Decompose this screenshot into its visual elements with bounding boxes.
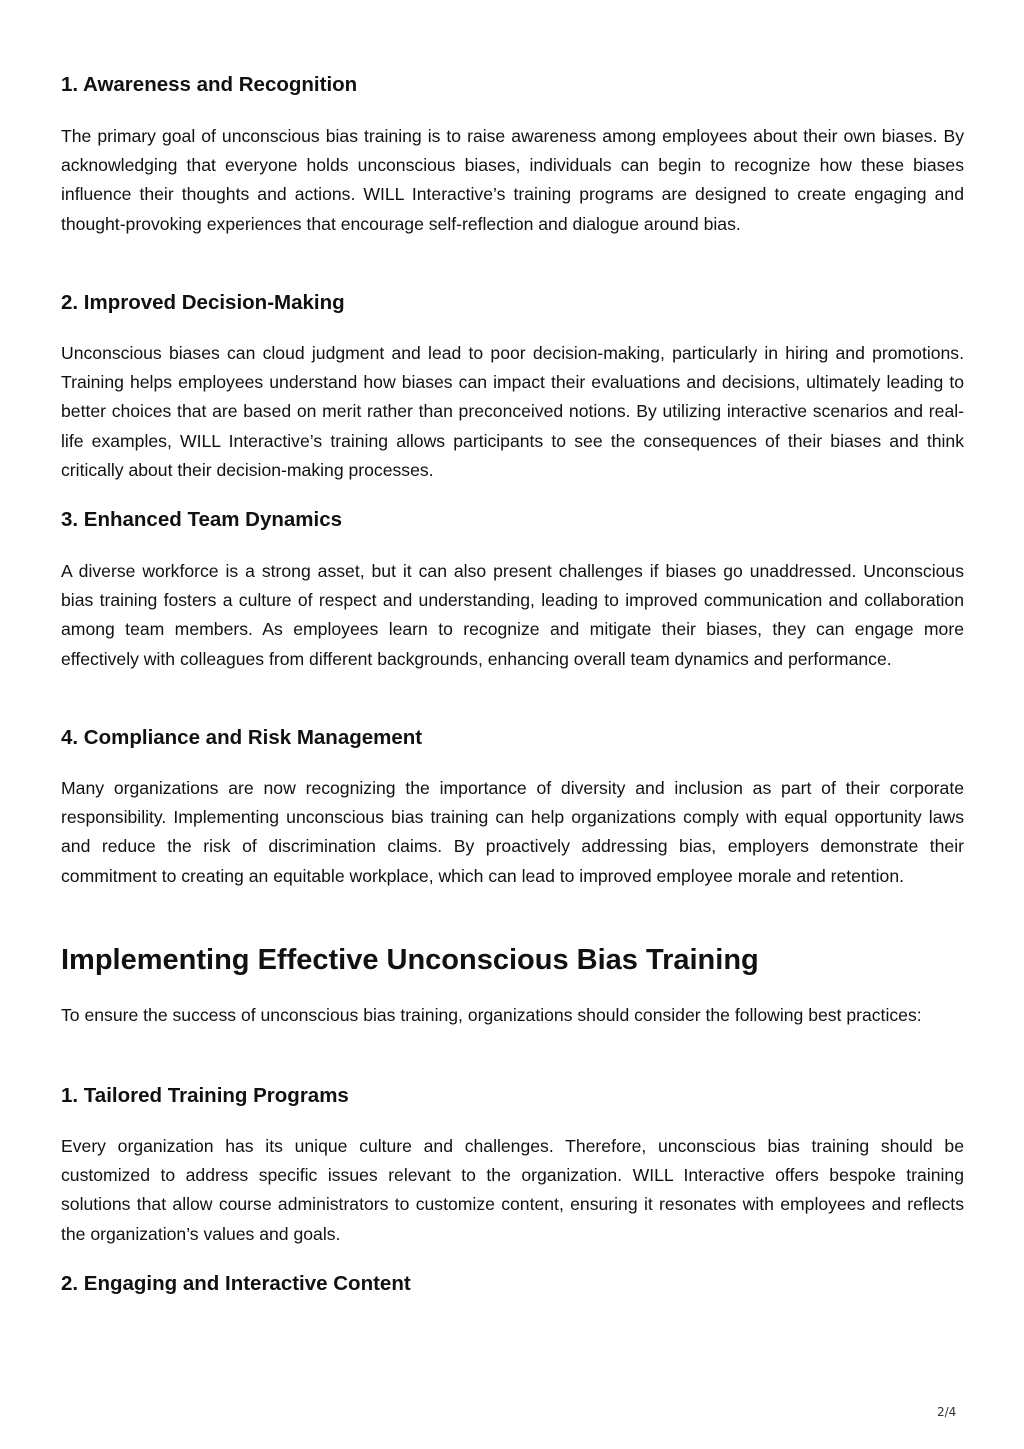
section-paragraph-team-dynamics: A diverse workforce is a strong asset, but it can also present challenges if biases go unaddressed. Unconscious bias training fosters a culture of respect and understanding, leading to improved communication and collaboration among team members. As employees learn to recognize and mitigate their biases, they can engage more effectively with colleagues from different backgrounds, enhancing overall team dynamics and performance.: [61, 561, 964, 669]
section-paragraph-awareness: The primary goal of unconscious bias training is to raise awareness among employees about their own biases. By acknowledging that everyone holds unconscious biases, individuals can begin to recognize how these biases influence their thoughts and actions. WILL Interactive’s training programs are designed to create engaging and thought-provoking experiences that encourage self-reflection and dialogue around bias.: [61, 126, 964, 234]
section-heading-decision-making: 2. Improved Decision-Making: [61, 291, 345, 314]
main-heading-implementing: Implementing Effective Unconscious Bias Training: [61, 944, 759, 976]
section-heading-engaging-content: 2. Engaging and Interactive Content: [61, 1272, 411, 1295]
page-number: 2/4: [937, 1405, 957, 1419]
implementing-intro-paragraph: To ensure the success of unconscious bias training, organizations should consider the following best practices:: [61, 1005, 922, 1025]
section-heading-compliance: 4. Compliance and Risk Management: [61, 726, 423, 749]
section-paragraph-compliance: Many organizations are now recognizing the importance of diversity and inclusion as part of their corporate responsibility. Implementing unconscious bias training can help organizations comply with equal opportunity laws and reduce the risk of discrimination claims. By proactively addressing bias, employers demonstrate their commitment to creating an equitable workplace, which can lead to improved employee morale and retention.: [61, 778, 964, 886]
section-heading-tailored-programs: 1. Tailored Training Programs: [61, 1084, 349, 1107]
section-paragraph-tailored-programs: Every organization has its unique culture and challenges. Therefore, unconscious bias training should be customized to address specific issues relevant to the organization. WILL Interactive offers bespoke training solutions that allow course administrators to customize content, ensuring it resonates with employees and reflects the organization’s values and goals.: [61, 1136, 964, 1244]
section-paragraph-decision-making: Unconscious biases can cloud judgment and lead to poor decision-making, particularly in hiring and promotions. Training helps employees understand how biases can impact their evaluations and decisions, ultimately leading to better choices that are based on merit rather than preconceived notions. By utilizing interactive scenarios and real-life examples, WILL Interactive’s training allows participants to see the consequences of their biases and think critically about their decision-making processes.: [61, 343, 964, 480]
section-heading-team-dynamics: 3. Enhanced Team Dynamics: [61, 508, 343, 531]
section-heading-awareness: 1. Awareness and Recognition: [61, 73, 358, 96]
